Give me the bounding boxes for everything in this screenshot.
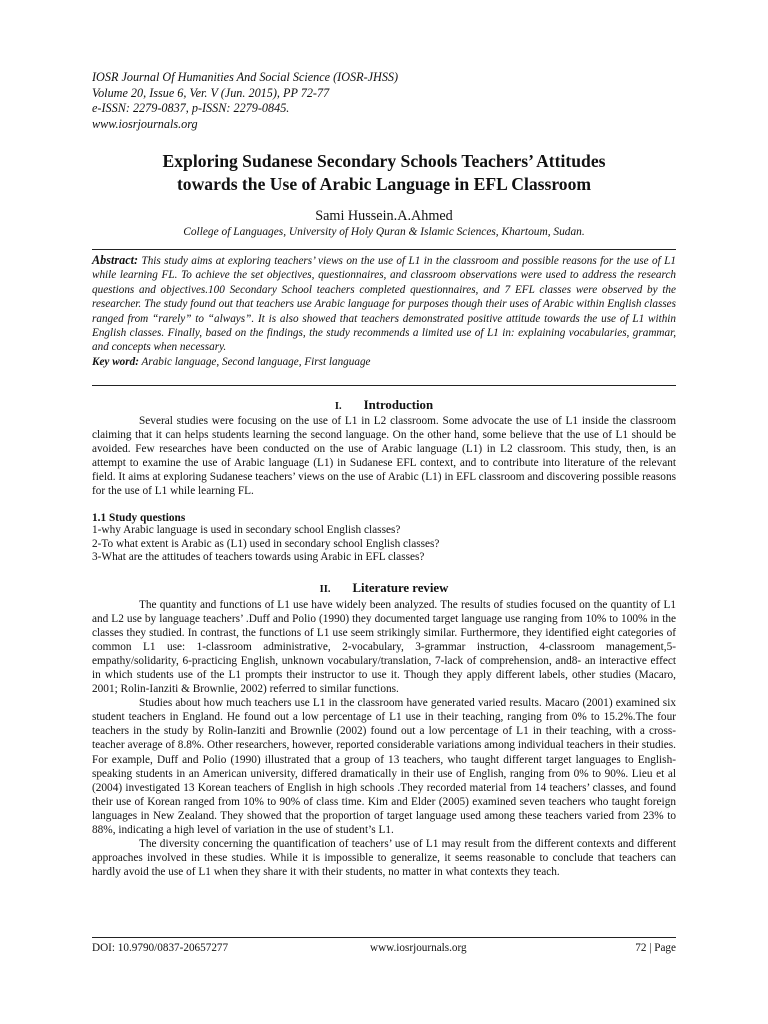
keywords-label: Key word: <box>92 355 139 368</box>
section-heading-introduction <box>92 398 676 413</box>
study-question: 2-To what extent is Arabic as (L1) used in secondary school English classes? <box>92 537 440 550</box>
footer-divider <box>92 937 676 938</box>
section-title: Literature review <box>352 581 449 595</box>
study-questions-title: 1.1 Study questions <box>92 512 186 524</box>
journal-volume: Volume 20, Issue 6, Ver. V (Jun. 2015), PP 72-77 <box>92 85 330 100</box>
journal-website: www.iosrjournals.org <box>92 116 198 131</box>
keywords-text: Arabic language, Second language, First language <box>138 355 371 368</box>
abstract-label: Abstract: <box>92 253 139 267</box>
author-name: Sami Hussein.A.Ahmed <box>315 208 453 224</box>
section-number: II. <box>319 584 331 595</box>
study-question: 3-What are the attitudes of teachers towards using Arabic in EFL classes? <box>92 551 425 563</box>
abstract-section <box>92 249 676 369</box>
keywords-line <box>92 355 676 369</box>
footer-page-number: 72 | Page <box>635 942 676 954</box>
body-paragraph: Studies about how much teachers use L1 in the classroom have generated varied results. Macaro (2001) examined six student teachers in England. He found out a low percentage of L1 use in their teaching, ranging from 0% to 15.2%.The four teachers in the study by Rolin-Ianziti and Brownlie (2002) found out a low percentage of L1 in their teaching, with a cross-teacher average of 8.8%. Other researchers, however, reported considerable variations among individual teachers in their studies. For example, Duff and Polio (1990) illustrated that a group of 13 teachers, who taught different target languages to English-speaking students in an American university, differed dramatically in their use of English, ranging from 0% to 90%. Lieu et al (2004) investigated 13 Korean teachers of English in high schools .They recorded material from 14 teachers’ classes, and found their use of Korean ranged from 10% to 90% of class time. Kim and Elder (2005) examined seven teachers who taught foreign languages in New Zealand. They showed that the proportion of target language used among these teachers varied from 23% to 88%, indicating a high level of variation in the use of student’s L1. <box>92 697 676 836</box>
journal-issn: e-ISSN: 2279-0837, p-ISSN: 2279-0845. <box>92 101 290 115</box>
section-title: Introduction <box>363 398 434 412</box>
study-questions <box>92 512 676 565</box>
abstract-divider <box>92 385 676 386</box>
title-line-1: Exploring Sudanese Secondary Schools Teachers’ Attitudes <box>162 151 606 171</box>
section-heading-literature-review <box>92 581 676 596</box>
author-affiliation: College of Languages, University of Holy Quran & Islamic Sciences, Khartoum, Sudan. <box>183 226 585 238</box>
abstract-body <box>92 253 676 355</box>
footer-website: www.iosrjournals.org <box>370 942 467 954</box>
study-question: 1-why Arabic language is used in secondary school English classes? <box>92 524 401 536</box>
journal-header <box>92 70 398 132</box>
body-paragraph: The diversity concerning the quantification of teachers’ use of L1 may result from the different contexts and different approaches involved in these studies. While it is impossible to generalize, it seems reasonable to conclude that teachers can hardly avoid the use of L1 when they share it with their students, no matter in what contexts they teach. <box>92 837 676 878</box>
body-paragraph: The quantity and functions of L1 use have widely been analyzed. The results of studies focused on the quantity of L1 and L2 use by language teachers’ .Duff and Polio (1990) they documented target language use ranging from 10% to 100% in the classes they studied. In contrast, the functions of L1 use seem strikingly similar. Furthermore, they identified eight categories of common L1 use: 1-classroom administrative, 2-vocabulary, 3-grammar instruction, 4-classroom management,5-empathy/solidarity, 6-practicing English, unknown vocabulary/translation, 7-lack of comprehension, and8- an interactive effect in which students use of the L1 prompts their instructor to use it. Though they apply different labels, other studies (Macaro, 2001; Rolin-Ianziti & Brownlie, 2002) referred to similar functions. <box>92 599 676 696</box>
introduction-paragraph: Several studies were focusing on the use of L1 in L2 classroom. Some advocate the use of L1 inside the classroom claiming that it can helps students learning the second language. On the other hand, some believe that the use of L1 should be avoided. Few researches have been conducted on the use of Arabic language (L1) in L2 classroom. This study, then, is an attempt to examine the use of Arabic language (L1) in Sudanese EFL context, and to contribute into literature of the relevant field. It aims at exploring Sudanese teachers’ views on the use of Arabic (L1) in EFL classroom and discovering possible reasons for the use of L1 while learning FL. <box>92 415 676 498</box>
footer-doi: DOI: 10.9790/0837-20657277 <box>92 942 229 954</box>
paper-title <box>92 150 676 195</box>
title-line-2: towards the Use of Arabic Language in EFL Classroom <box>176 173 592 194</box>
section-number: I. <box>334 401 342 412</box>
journal-name: IOSR Journal Of Humanities And Social Science (IOSR-JHSS) <box>92 70 399 84</box>
abstract-text: This study aims at exploring teachers’ views on the use of L1 in the classroom and possible reasons for the use of L1 while learning FL. To achieve the set objectives, questionnaires, and classroom observations were used to address the research questions and objectives.100 Secondary School teachers completed questionnaires, and 7 EFL classes were observed by the researcher. The study found out that teachers use Arabic language for purposes though their uses of Arabic within English classes ranged from “rarely” to “always”. It is also showed that teachers demonstrated positive attitude towards the use of L1 within English classes. Finally, based on the findings, the study recommends a limited use of L1 in: explaining vocabularies, grammar, and concepts when necessary. <box>92 255 676 354</box>
literature-review-section <box>92 598 676 879</box>
introduction-section <box>92 414 676 498</box>
